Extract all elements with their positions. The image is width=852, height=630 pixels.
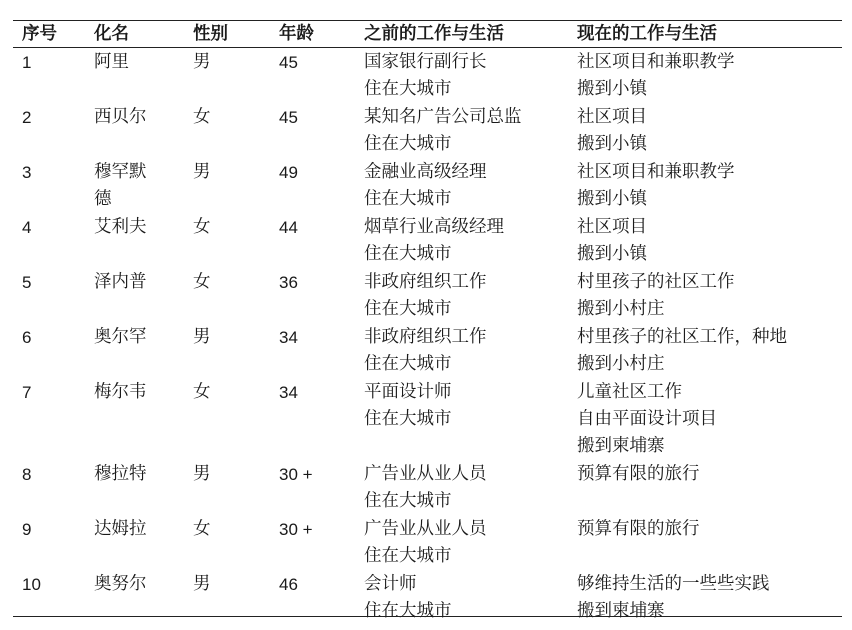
cell-alias-line: 阿里 <box>94 52 129 72</box>
cell-gender: 男 <box>193 574 211 594</box>
table-row <box>13 268 842 323</box>
cell-gender: 男 <box>193 464 211 484</box>
cell-age: 45 <box>279 53 298 72</box>
table-body <box>13 48 842 625</box>
cell-now-line: 搬到柬埔寨 <box>577 601 665 621</box>
cell-alias-line: 奥努尔 <box>94 574 147 594</box>
cell-before <box>364 378 577 460</box>
cell-alias-line: 奥尔罕 <box>94 327 147 347</box>
cell-now <box>577 158 842 213</box>
cell-before <box>364 323 577 378</box>
cell-alias-line: 梅尔韦 <box>94 382 147 402</box>
cell-now <box>577 323 842 378</box>
cell-now <box>577 268 842 323</box>
cell-now-line: 够维持生活的一些些实践 <box>577 574 770 594</box>
participants-table <box>13 20 842 625</box>
cell-alias <box>94 378 193 460</box>
cell-before-line: 住在大城市 <box>364 491 452 511</box>
cell-gender: 女 <box>193 217 211 237</box>
cell-before <box>364 213 577 268</box>
cell-age: 36 <box>279 273 298 292</box>
table-row <box>13 103 842 158</box>
cell-alias-line: 穆拉特 <box>94 464 147 484</box>
cell-before <box>364 103 577 158</box>
table-row <box>13 323 842 378</box>
cell-now-line: 自由平面设计项目 <box>577 409 717 429</box>
cell-gender: 男 <box>193 52 211 72</box>
cell-now-line: 社区项目和兼职教学 <box>577 162 735 182</box>
header-gender: 性别 <box>193 24 228 44</box>
cell-before <box>364 570 577 625</box>
cell-now-line: 搬到小镇 <box>577 189 647 209</box>
cell-before-line: 广告业从业人员 <box>364 464 487 484</box>
cell-number: 6 <box>22 328 32 347</box>
cell-now-line: 儿童社区工作 <box>577 382 682 402</box>
cell-number: 8 <box>22 465 32 484</box>
cell-alias <box>94 48 193 103</box>
cell-gender: 女 <box>193 107 211 127</box>
cell-age: 45 <box>279 108 298 127</box>
cell-before-line: 住在大城市 <box>364 601 452 621</box>
cell-number: 9 <box>22 520 32 539</box>
table-row <box>13 378 842 460</box>
cell-alias <box>94 515 193 570</box>
header-before: 之前的工作与生活 <box>364 24 504 44</box>
cell-before-line: 住在大城市 <box>364 244 452 264</box>
cell-now-line: 搬到小镇 <box>577 134 647 154</box>
cell-age: 44 <box>279 218 298 237</box>
cell-before-line: 住在大城市 <box>364 189 452 209</box>
cell-now <box>577 570 842 625</box>
cell-before <box>364 515 577 570</box>
cell-before-line: 会计师 <box>364 574 417 594</box>
cell-now-line: 预算有限的旅行 <box>577 464 700 484</box>
cell-before-line: 住在大城市 <box>364 409 452 429</box>
table-row <box>13 158 842 213</box>
cell-now-line: 预算有限的旅行 <box>577 519 700 539</box>
table-row <box>13 570 842 625</box>
cell-before-line: 某知名广告公司总监 <box>364 107 522 127</box>
cell-before-line: 住在大城市 <box>364 79 452 99</box>
cell-gender: 男 <box>193 327 211 347</box>
cell-before-line: 住在大城市 <box>364 354 452 374</box>
cell-before <box>364 48 577 103</box>
cell-age: 34 <box>279 328 298 347</box>
header-row <box>13 20 842 48</box>
cell-now-line: 搬到小镇 <box>577 79 647 99</box>
cell-before-line: 金融业高级经理 <box>364 162 487 182</box>
cell-alias-line: 艾利夫 <box>94 217 147 237</box>
cell-alias-line: 德 <box>94 189 112 209</box>
cell-now <box>577 460 842 515</box>
cell-number: 7 <box>22 383 32 402</box>
cell-gender: 女 <box>193 382 211 402</box>
cell-alias <box>94 103 193 158</box>
cell-before <box>364 268 577 323</box>
table-header <box>13 20 842 48</box>
cell-alias-line: 达姆拉 <box>94 519 147 539</box>
cell-before-line: 住在大城市 <box>364 299 452 319</box>
cell-now-line: 村里孩子的社区工作 <box>577 272 735 292</box>
cell-before <box>364 158 577 213</box>
cell-now-line: 社区项目和兼职教学 <box>577 52 735 72</box>
table-row <box>13 213 842 268</box>
cell-alias <box>94 323 193 378</box>
cell-age: 46 <box>279 575 298 594</box>
cell-age: 34 <box>279 383 298 402</box>
header-number: 序号 <box>22 24 57 44</box>
cell-before-line: 住在大城市 <box>364 546 452 566</box>
cell-before-line: 非政府组织工作 <box>364 272 487 292</box>
cell-age: 49 <box>279 163 298 182</box>
cell-number: 2 <box>22 108 32 127</box>
table-row <box>13 515 842 570</box>
cell-now-line: 社区项目 <box>577 217 647 237</box>
cell-gender: 女 <box>193 272 211 292</box>
cell-number: 1 <box>22 53 32 72</box>
cell-before-line: 广告业从业人员 <box>364 519 487 539</box>
cell-gender: 男 <box>193 162 211 182</box>
header-age: 年龄 <box>279 24 314 44</box>
table-row <box>13 48 842 103</box>
cell-alias <box>94 268 193 323</box>
cell-now <box>577 103 842 158</box>
cell-now <box>577 515 842 570</box>
header-now: 现在的工作与生活 <box>577 24 717 44</box>
cell-number: 4 <box>22 218 32 237</box>
cell-alias-line: 穆罕默 <box>94 162 147 182</box>
cell-now-line: 搬到小村庄 <box>577 354 665 374</box>
cell-age: 30 + <box>279 520 313 539</box>
cell-alias <box>94 213 193 268</box>
cell-before-line: 住在大城市 <box>364 134 452 154</box>
cell-number: 5 <box>22 273 32 292</box>
cell-before-line: 非政府组织工作 <box>364 327 487 347</box>
cell-now-line: 社区项目 <box>577 107 647 127</box>
cell-before-line: 国家银行副行长 <box>364 52 487 72</box>
cell-age: 30 + <box>279 465 313 484</box>
cell-now <box>577 378 842 460</box>
cell-alias-line: 泽内普 <box>94 272 147 292</box>
cell-alias-line: 西贝尔 <box>94 107 147 127</box>
cell-now <box>577 48 842 103</box>
cell-before <box>364 460 577 515</box>
cell-before-line: 平面设计师 <box>364 382 452 402</box>
header-alias: 化名 <box>94 24 129 44</box>
cell-now <box>577 213 842 268</box>
cell-now-line: 搬到小村庄 <box>577 299 665 319</box>
cell-number: 10 <box>22 575 41 594</box>
cell-now-line: 搬到小镇 <box>577 244 647 264</box>
cell-alias <box>94 570 193 625</box>
cell-before-line: 烟草行业高级经理 <box>364 217 504 237</box>
cell-number: 3 <box>22 163 32 182</box>
cell-alias <box>94 158 193 213</box>
table-row <box>13 460 842 515</box>
cell-now-line: 村里孩子的社区工作，种地 <box>577 327 787 347</box>
cell-alias <box>94 460 193 515</box>
cell-now-line: 搬到柬埔寨 <box>577 436 665 456</box>
cell-gender: 女 <box>193 519 211 539</box>
